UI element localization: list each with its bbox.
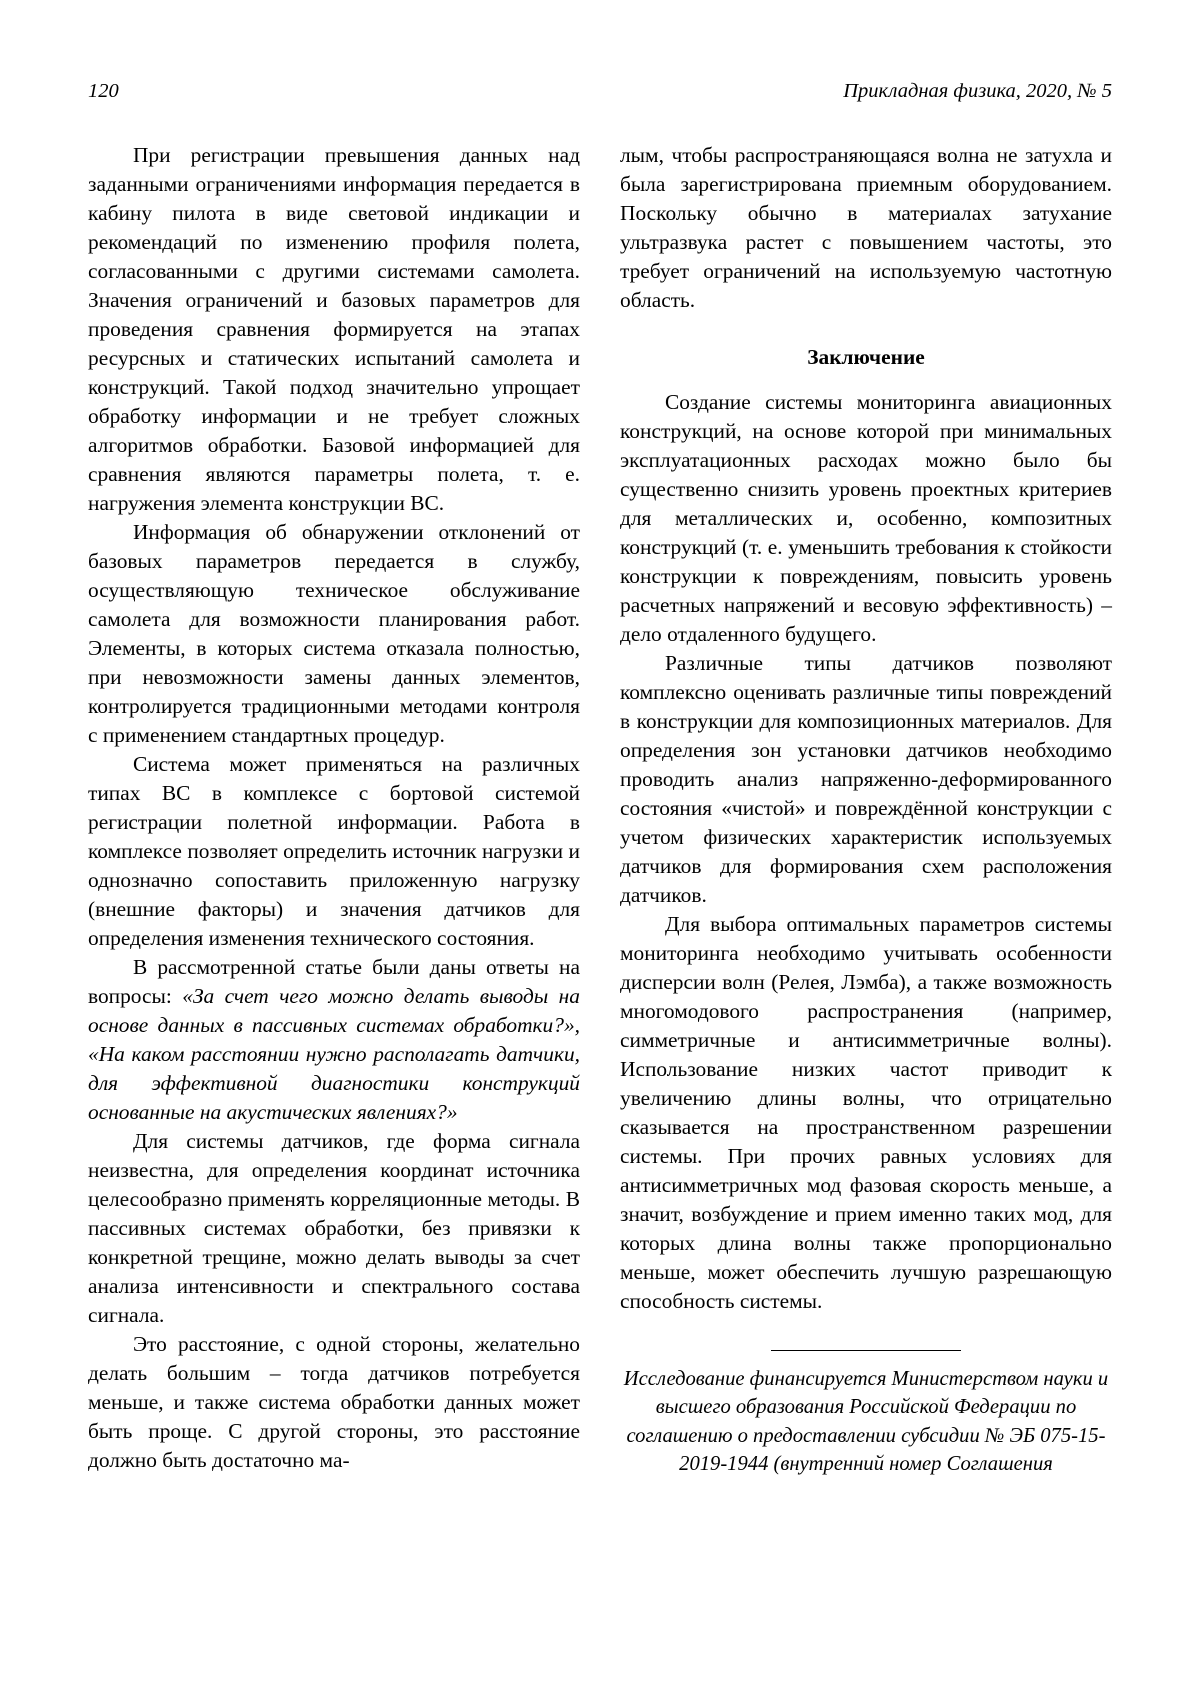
right-column xyxy=(620,141,1112,1479)
left-column xyxy=(88,141,580,1479)
quote-lead-text: В рассмотренной статье были даны ответы на вопросы: xyxy=(88,955,580,1008)
paragraph: При регистрации превышения данных над заданными ограничениями информация передается в кабину пилота в виде световой индикации и рекомендаций по изменению профиля полета, согласованными с другими системами самолета. Значения ограничений и базовых параметров для проведения сравнения формируется на этапах ресурсных и статических испытаний самолета и конструкций. Такой подход значительно упрощает обработку информации и не требует сложных алгоритмов обработки. Базовой информацией для сравнения являются параметры полета, т. е. нагружения элемента конструкции ВС. xyxy=(88,143,580,515)
section-heading-conclusion: Заключение xyxy=(807,345,925,369)
quoted-questions: «За счет чего можно делать выводы на основе данных в пассивных системах обработки?», «На каком расстоянии нужно располагать датчики, для эффективной диагностики конструкций основанные на акустических явлениях?» xyxy=(88,984,580,1124)
footnote-separator-rule xyxy=(771,1350,961,1351)
paragraph: Система может применяться на различных типах ВС в комплексе с бортовой системой регистрации полетной информации. Работа в комплексе позволяет определить источник нагрузки и однозначно сопоставить приложенную нагрузку (внешние факторы) и значения датчиков для определения изменения технического состояния. xyxy=(88,752,580,950)
paragraph: Различные типы датчиков позволяют комплексно оценивать различные типы повреждений в конструкции для композиционных материалов. Для определения зон установки датчиков необходимо проводить анализ напряженно-деформированного состояния «чистой» и повреждённой конструкции с учетом физических характеристик используемых датчиков для формирования схем расположения датчиков. xyxy=(620,651,1112,907)
paragraph-with-quote xyxy=(88,953,580,1127)
paragraph: Это расстояние, с одной стороны, желательно делать большим – тогда датчиков потребуется меньше, и также система обработки данных может быть проще. С другой стороны, это расстояние должно быть достаточно ма- xyxy=(88,1332,580,1472)
two-column-body xyxy=(88,141,1112,1479)
footnote-block xyxy=(620,1350,1112,1479)
paragraph: Информация об обнаружении отклонений от базовых параметров передается в службу, осуществляющую техническое обслуживание самолета для возможности планирования работ. Элементы, в которых система отказала полностью, при невозможности замены данных элементов, контролируется традиционными методами контроля с применением стандартных процедур. xyxy=(88,520,580,747)
funding-footnote: Исследование финансируется Министерством науки и высшего образования Российской Федерации по соглашению о предоставлении субсидии № ЭБ 075-15-2019-1944 (внутренний номер Соглашения xyxy=(623,1368,1109,1476)
journal-reference: Прикладная физика, 2020, № 5 xyxy=(843,80,1112,102)
paragraph-continuation: лым, чтобы распространяющаяся волна не затухла и была зарегистрирована приемным оборудованием. Поскольку обычно в материалах затухание ультразвука растет с повышением частоты, это требует ограничений на используемую частотную область. xyxy=(620,143,1112,312)
paragraph: Создание системы мониторинга авиационных конструкций, на основе которой при минимальных эксплуатационных расходах можно было бы существенно снизить уровень проектных критериев для металлических и, особенно, композитных конструкций (т. е. уменьшить требования к стойкости конструкции к повреждениям, повысить уровень расчетных напряжений и весовую эффективность) – дело отдаленного будущего. xyxy=(620,390,1112,646)
page-number: 120 xyxy=(88,80,119,102)
paragraph: Для выбора оптимальных параметров системы мониторинга необходимо учитывать особенности дисперсии волн (Релея, Лэмба), а также возможность многомодового распространения (например, симметричные и антисимметричные волны). Использование низких частот приводит к увеличению длины волны, что отрицательно сказывается на пространственном разрешении системы. При прочих равных условиях для антисимметричных мод фазовая скорость меньше, а значит, возбуждение и прием именно таких мод, для которых длина волны также пропорционально меньше, может обеспечить лучшую разрешающую способность системы. xyxy=(620,912,1112,1313)
paragraph: Для системы датчиков, где форма сигнала неизвестна, для определения координат источника целесообразно применять корреляционные методы. В пассивных системах обработки, без привязки к конкретной трещине, можно делать выводы за счет анализа интенсивности и спектрального состава сигнала. xyxy=(88,1129,580,1327)
running-head xyxy=(88,80,1112,103)
